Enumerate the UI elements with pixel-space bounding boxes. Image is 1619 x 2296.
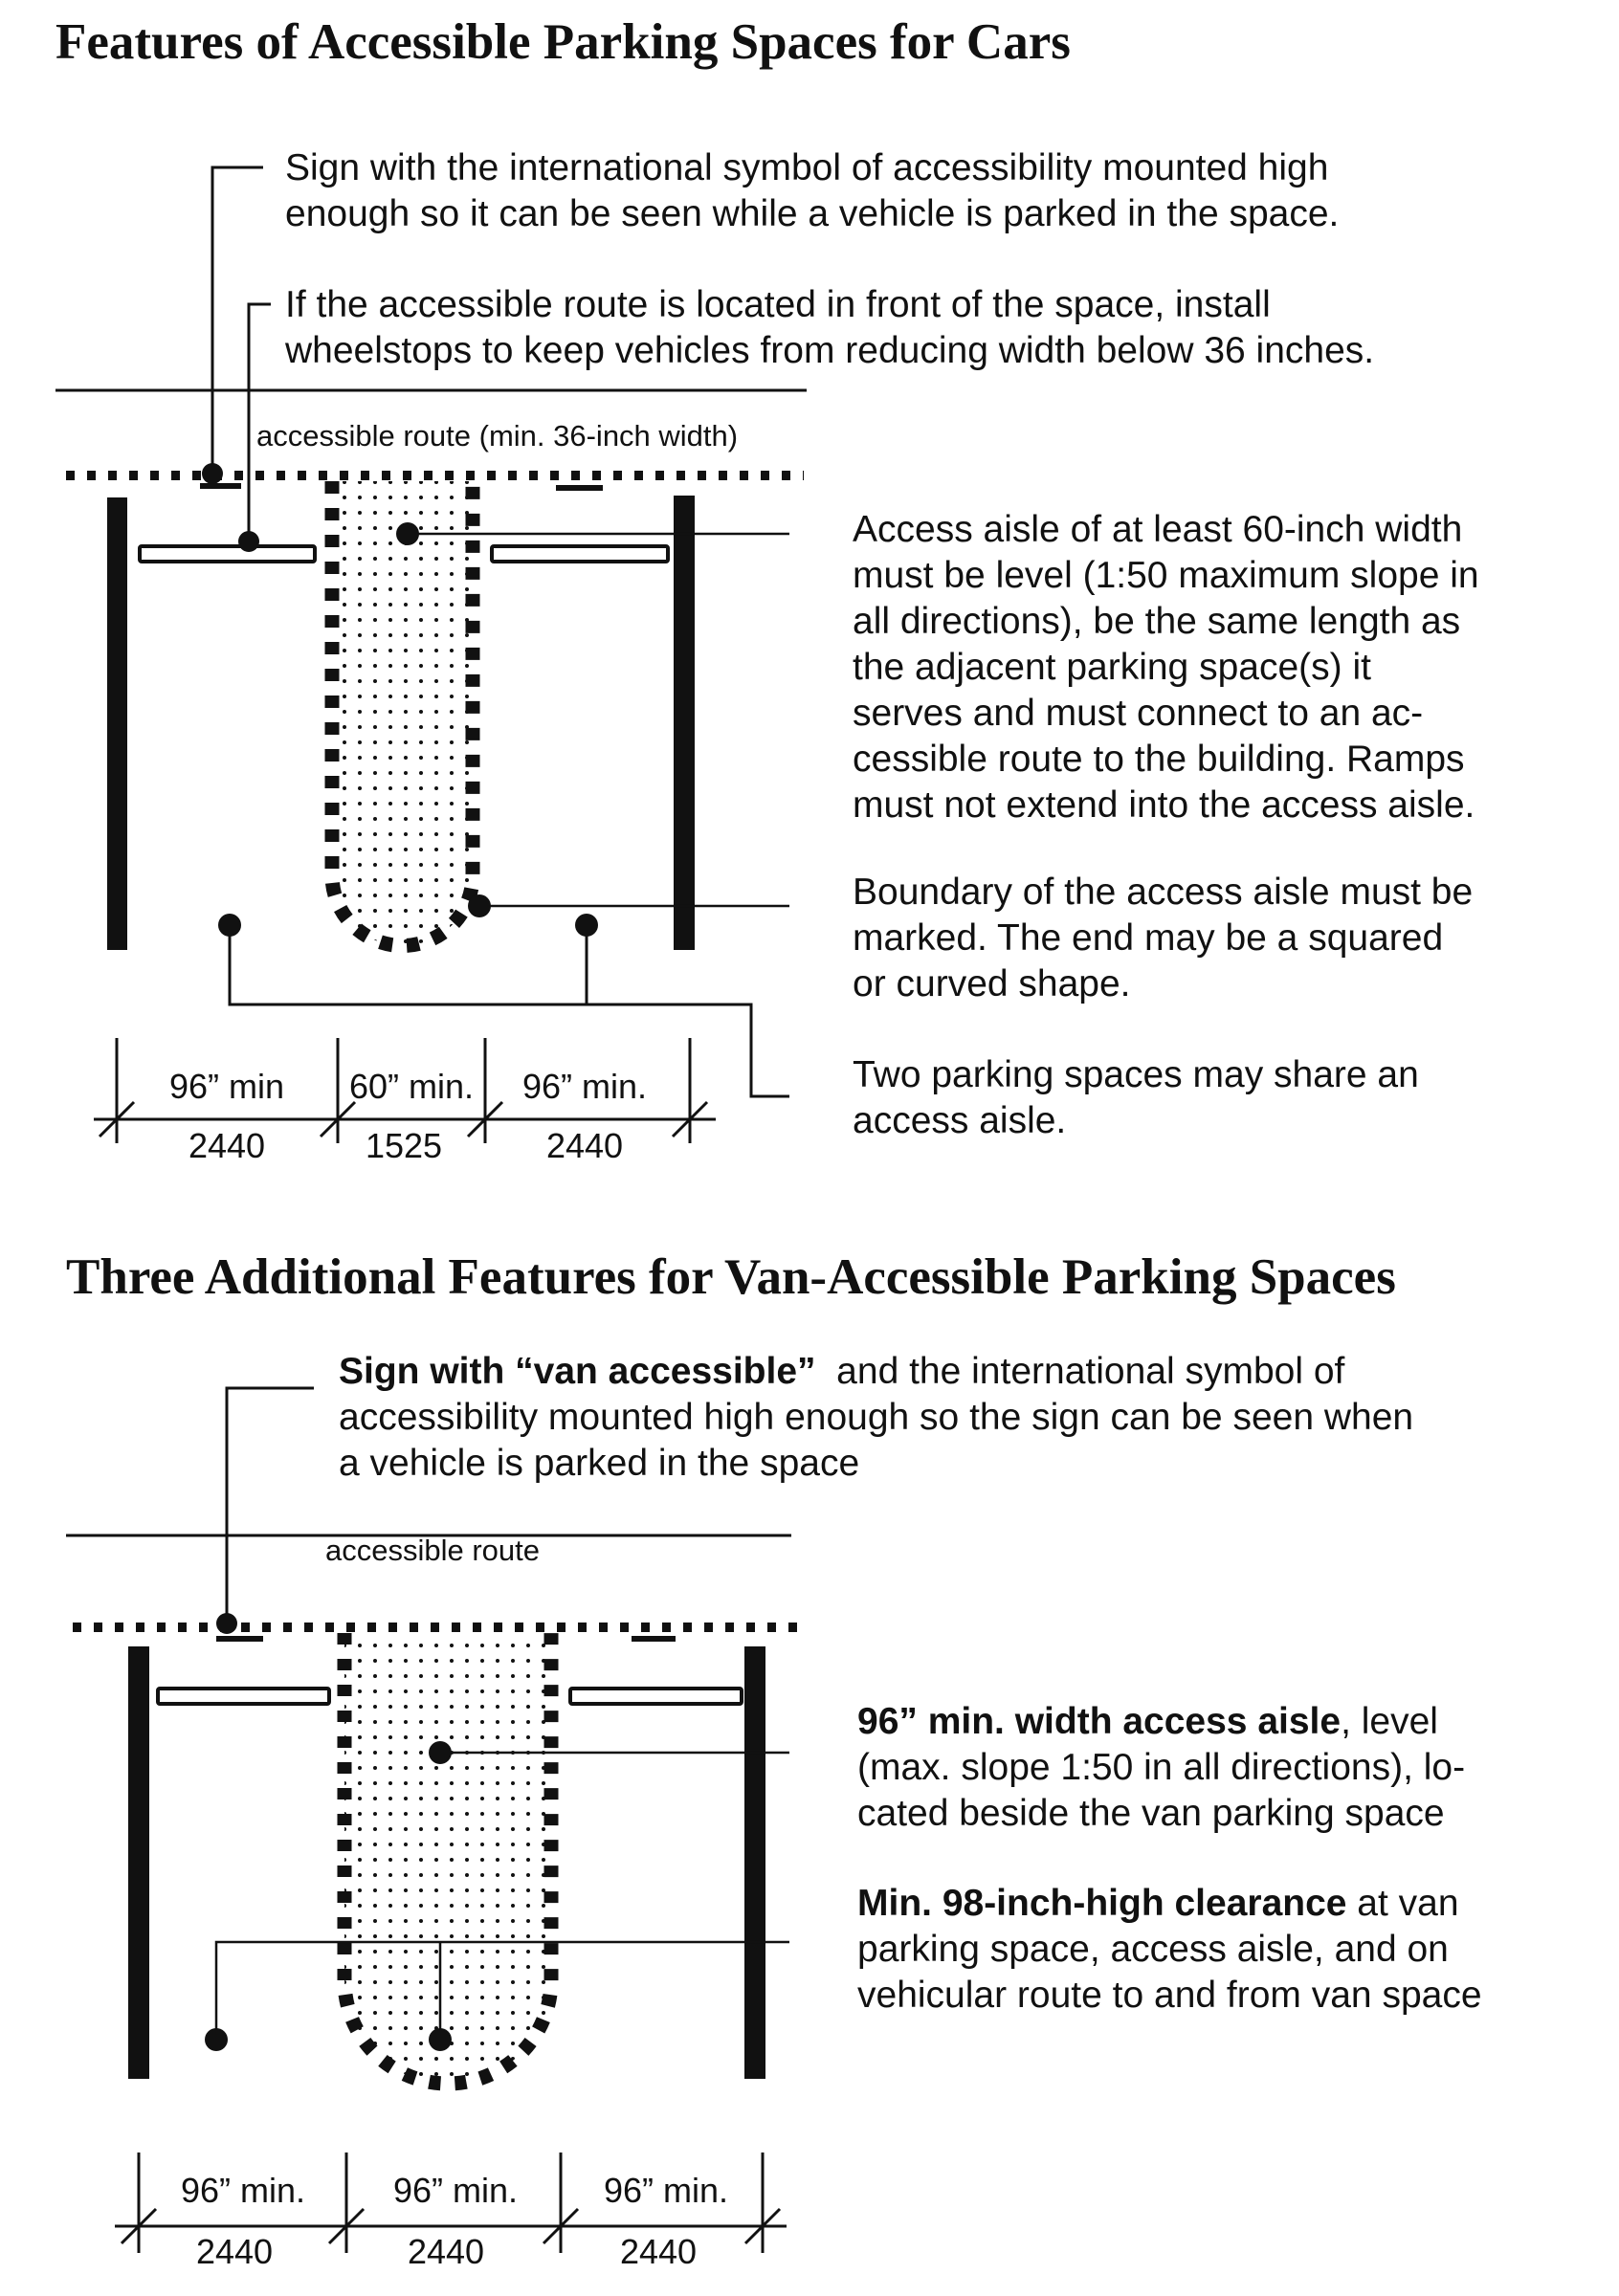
- note-bold: Min. 98-inch-high clearance: [857, 1883, 1347, 1924]
- sign-callout: [285, 145, 1339, 237]
- callout-line: enough so it can be seen while a vehicle is parked in the space.: [285, 193, 1340, 234]
- note-line: or curved shape.: [853, 963, 1131, 1004]
- sign-leader-dot: [202, 463, 223, 484]
- van-aisle-leader-dot: [429, 1741, 452, 1764]
- dimension-metric: 1525: [365, 1126, 443, 1165]
- wheelstop-right: [492, 546, 668, 562]
- dimension-metric: 2440: [188, 1126, 266, 1165]
- note-line: (max. slope 1:50 in all directions), lo-: [857, 1747, 1466, 1788]
- note-line: cated beside the van parking space: [857, 1793, 1445, 1834]
- van-parking-diagram: [66, 1388, 801, 2253]
- sign-base-right: [556, 485, 603, 491]
- callout-rest: and the international symbol of: [815, 1351, 1345, 1392]
- note-line: marked. The end may be a squared: [853, 917, 1444, 959]
- dimension-metric: 2440: [545, 1126, 624, 1165]
- note-rest: at van: [1346, 1883, 1459, 1924]
- dimension-label: 60” min.: [348, 1067, 475, 1106]
- note-line: access aisle.: [853, 1100, 1067, 1141]
- van-sign-leader-dot: [216, 1613, 237, 1634]
- stripe-right: [744, 1646, 765, 2079]
- note-line: must not extend into the access aisle.: [853, 784, 1475, 826]
- share-leader-dot-left: [218, 914, 241, 937]
- note-rest: , level: [1341, 1701, 1438, 1742]
- boundary-leader-dot: [468, 894, 491, 917]
- share-leader-dot-right: [575, 914, 598, 937]
- dimension-label: 96” min.: [603, 2171, 729, 2210]
- access-aisle-fill: [332, 481, 473, 946]
- stripe-right: [674, 496, 695, 950]
- dimension-label: 96” min: [168, 1067, 285, 1106]
- note-line: vehicular route to and from van space: [857, 1975, 1482, 2016]
- van-sign-callout: [339, 1349, 1413, 1487]
- dimension-label: 96” min.: [392, 2171, 519, 2210]
- dimension-metric: 2440: [407, 2232, 485, 2271]
- callout-line: accessibility mounted high enough so the sign can be seen when: [339, 1397, 1414, 1438]
- sign-base-left: [216, 1636, 263, 1642]
- callout-line: wheelstops to keep vehicles from reducing width below 36 inches.: [285, 330, 1375, 371]
- stripe-left: [107, 497, 127, 950]
- callout-line: If the accessible route is located in front of the space, install: [285, 284, 1271, 325]
- aisle-leader-dot: [396, 522, 419, 545]
- note-bold: 96” min. width access aisle: [857, 1701, 1342, 1742]
- callout-line: [339, 1349, 1413, 1395]
- wheelstop-leader-dot: [238, 531, 259, 552]
- aisle-note: [853, 507, 1479, 828]
- accessible-route-label: accessible route (min. 36-inch width): [256, 419, 739, 453]
- boundary-note: [853, 870, 1473, 1007]
- stripe-left: [128, 1646, 149, 2079]
- van-aisle-note: [857, 1699, 1465, 1837]
- clearance-leader-dot-center: [429, 2028, 452, 2051]
- van-sign-leader-line: [227, 1388, 314, 1622]
- sign-base-left: [200, 483, 241, 489]
- wheelstop-right: [570, 1689, 742, 1704]
- note-line: Access aisle of at least 60-inch width: [853, 509, 1463, 550]
- callout-bold: Sign with “van accessible”: [339, 1351, 816, 1392]
- clearance-leader-dot-left: [205, 2028, 228, 2051]
- dimension-metric: 2440: [619, 2232, 698, 2271]
- note-line: parking space, access aisle, and on: [857, 1929, 1449, 1970]
- share-note: [853, 1052, 1419, 1144]
- note-line: Boundary of the access aisle must be: [853, 872, 1474, 913]
- clearance-note: [857, 1881, 1482, 2019]
- wheelstop-left: [140, 546, 315, 562]
- note-line: cessible route to the building. Ramps: [853, 739, 1465, 780]
- note-line: the adjacent parking space(s) it: [853, 647, 1371, 688]
- note-line: [857, 1699, 1465, 1745]
- note-line: Two parking spaces may share an: [853, 1054, 1419, 1095]
- sign-base-right: [632, 1636, 676, 1642]
- dimension-metric: 2440: [195, 2232, 274, 2271]
- access-aisle-fill: [344, 1633, 551, 2084]
- section-title-cars: Features of Accessible Parking Spaces for Cars: [55, 14, 1071, 70]
- dimension-label: 96” min.: [180, 2171, 306, 2210]
- wheelstop-left: [158, 1689, 329, 1704]
- callout-line: Sign with the international symbol of accessibility mounted high: [285, 147, 1329, 188]
- note-line: serves and must connect to an ac-: [853, 693, 1424, 734]
- note-line: all directions), be the same length as: [853, 601, 1461, 642]
- note-line: [857, 1881, 1482, 1927]
- note-line: must be level (1:50 maximum slope in: [853, 555, 1479, 596]
- section-title-van: Three Additional Features for Van-Accessible Parking Spaces: [66, 1249, 1396, 1305]
- wheelstop-callout: [285, 282, 1374, 374]
- accessible-route-label: accessible route: [325, 1534, 541, 1567]
- callout-line: a vehicle is parked in the space: [339, 1443, 860, 1484]
- dimension-label: 96” min.: [521, 1067, 648, 1106]
